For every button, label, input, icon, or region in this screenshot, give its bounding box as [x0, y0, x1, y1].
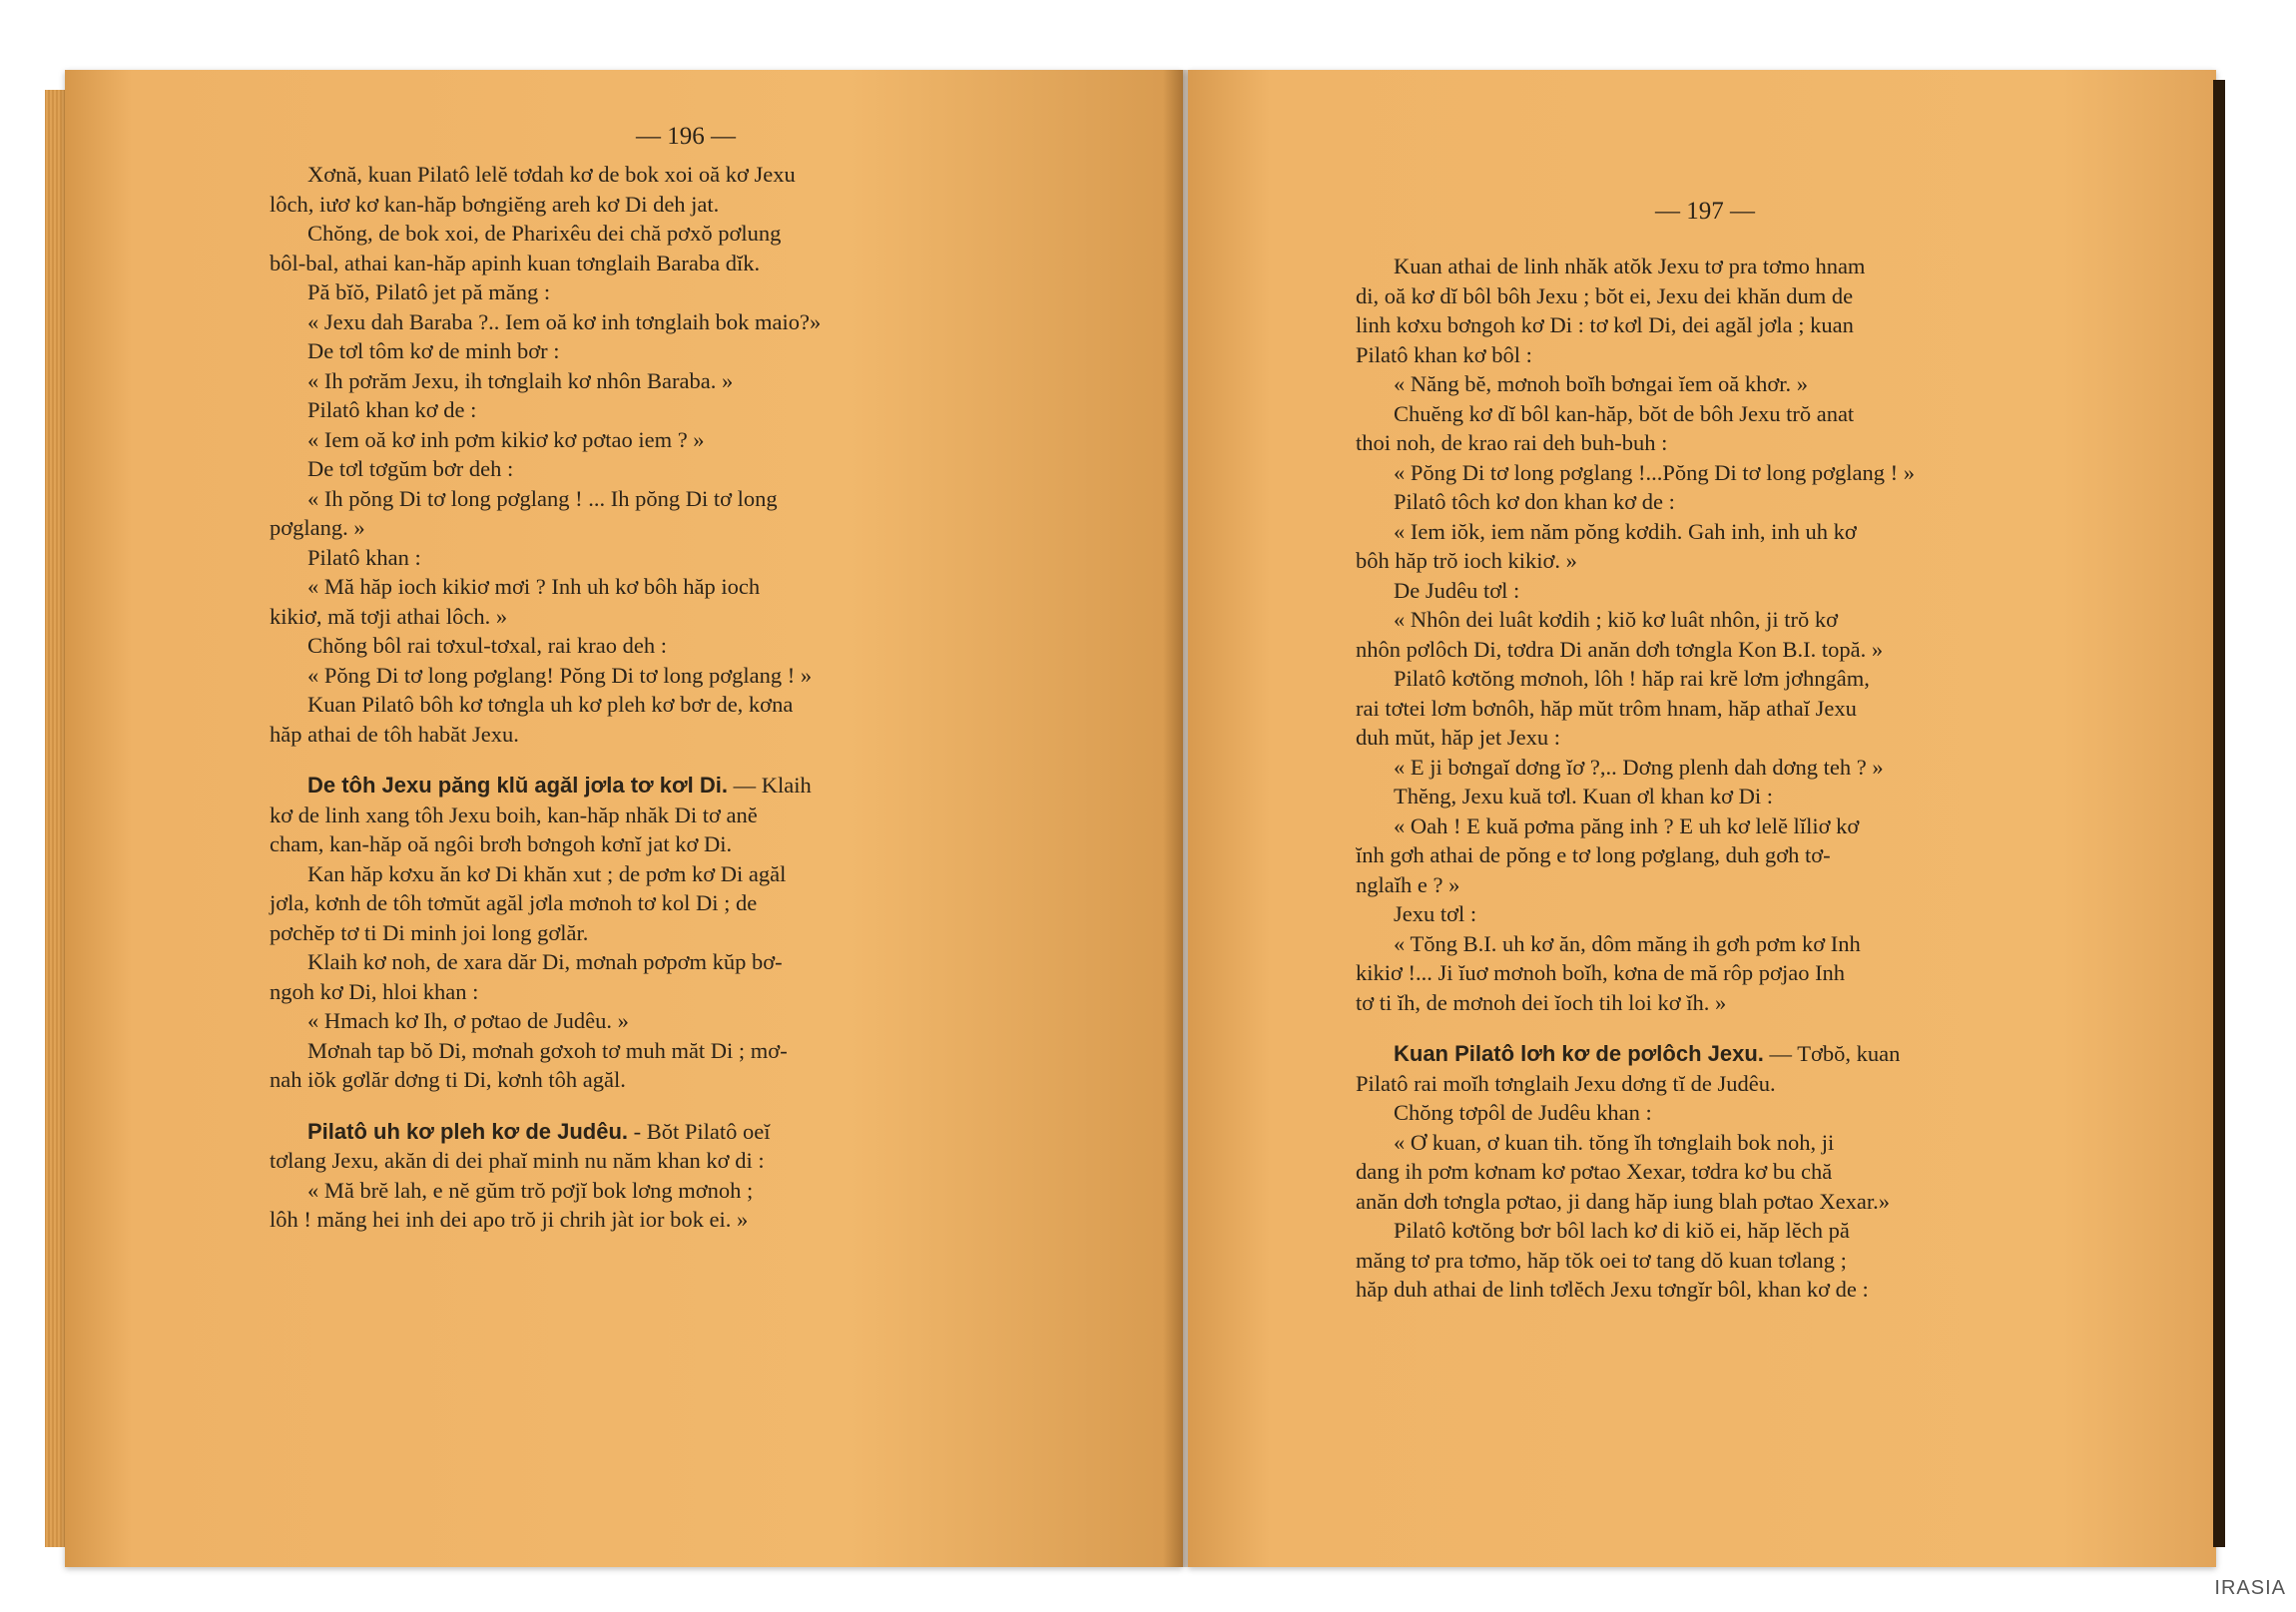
text-line: Klaih kơ noh, de xara dăr Di, mơnah pơpơm kŭp bơ-: [307, 949, 783, 974]
text-line: bôl-bal, athai kan-hăp apinh kuan tơnglaih Baraba dĭk.: [270, 250, 761, 275]
text-line: « Pŏng Di tơ long pơglang !...Pŏng Di tơ long pơglang ! »: [1394, 459, 1915, 485]
text-line: « Iem iŏk, iem năm pŏng kơdih. Gah inh, inh uh kơ: [1394, 518, 1857, 544]
text-line: Pilatô khan :: [307, 544, 421, 570]
text-line: di, oă kơ dĭ bôl bôh Jexu ; bŏt ei, Jexu dei khăn dum de: [1356, 282, 1854, 308]
text-line: ngoh kơ Di, hloi khan :: [270, 978, 479, 1004]
text-line: Pilatô tôch kơ don khan kơ de :: [1394, 489, 1675, 514]
text-line: hăp athai de tôh habăt Jexu.: [270, 721, 519, 747]
text-line: Chuĕng kơ dĭ bôl kan-hăp, bŏt de bôh Jexu trŏ anat: [1394, 400, 1855, 426]
text-line: Kan hăp kơxu ăn kơ Di khăn xut ; de pơm kơ Di agăl: [307, 860, 787, 886]
text-line: « Mă hăp ioch kikiơ mơi ? Inh uh kơ bôh hăp ioch: [307, 574, 761, 599]
left-page: [65, 70, 1183, 1567]
text-line: lôch, iươ kơ kan-hăp bơngiĕng areh kơ Di deh jat.: [270, 191, 720, 217]
text-line: nah iŏk gơlăr dơng ti Di, kơnh tôh agăl.: [270, 1067, 626, 1092]
section-heading-line: Pilatô uh kơ pleh kơ de Judêu. - Bŏt Pilatô oeĭ: [307, 1118, 771, 1144]
section-heading-line: Kuan Pilatô lơh kơ de pơlôch Jexu. — Tơbŏ, kuan: [1394, 1041, 1901, 1066]
text-line: lôh ! măng hei inh dei apo trŏ ji chrih jàt ior bok ei. »: [270, 1207, 749, 1232]
text-line: « Iem oă kơ inh pơm kikiơ kơ pơtao iem ? »: [307, 426, 705, 452]
text-line: rai tơtei lơm bơnôh, hăp mŭt trôm hnam, hăp athaĭ Jexu: [1356, 695, 1857, 721]
text-line: De Judêu tơl :: [1394, 577, 1520, 603]
section-heading-line: De tôh Jexu păng klŭ agăl jơla tơ kơl Di. — Klaih: [307, 773, 812, 798]
text-line: pơchĕp tơ ti Di minh joi long gơlăr.: [270, 919, 589, 945]
text-line: kơ de linh xang tôh Jexu boih, kan-hăp nhăk Di tơ anĕ: [270, 802, 758, 827]
text-line: Pilatô khan kơ bôl :: [1356, 341, 1532, 367]
text-line: Pilatô kơtŏng bơr bôl lach kơ di kiŏ ei, hăp lĕch pă: [1394, 1218, 1850, 1243]
text-line: hăp duh athai de linh tơlĕch Jexu tơngĭr bôl, khan kơ de :: [1356, 1277, 1869, 1302]
text-line: linh kơxu bơngoh kơ Di : tơ kơl Di, dei agăl jơla ; kuan: [1356, 312, 1854, 337]
text-line: Pilatô khan kơ de :: [307, 397, 477, 422]
text-line: « Pŏng Di tơ long pơglang! Pŏng Di tơ long pơglang ! »: [307, 662, 813, 688]
right-page-text: [1356, 252, 1915, 1305]
text-line: kikiơ, mă tơji athai lôch. »: [270, 603, 508, 629]
text-line: « Oah ! E kuă pơma păng inh ? E uh kơ lelĕ lĭliơ kơ: [1394, 812, 1860, 838]
text-line: kikiơ !... Ji ĭuơ mơnoh boĭh, kơna de mă rôp pơjao Inh: [1356, 960, 1846, 985]
text-line: dang ih pơm kơnam kơ pơtao Xexar, tơdra kơ bu chă: [1356, 1159, 1833, 1184]
page-number-right: — 197 —: [1655, 198, 1755, 225]
text-line: tơlang Jexu, akăn di dei phaĭ minh nu năm khan kơ di :: [270, 1148, 765, 1173]
text-line: « Ih pơrăm Jexu, ih tơnglaih kơ nhôn Baraba. »: [307, 367, 734, 393]
text-line: Thĕng, Jexu kuă tơl. Kuan ơl khan kơ Di :: [1394, 784, 1774, 808]
page-number-left: — 196 —: [636, 123, 736, 150]
text-line: Pilatô rai moĭh tơnglaih Jexu dơng tĭ de Judêu.: [1356, 1070, 1776, 1096]
text-line: « Jexu dah Baraba ?.. Iem oă kơ inh tơnglaih bok maio?»: [307, 308, 822, 334]
text-line: « E ji bơngaĭ dơng ĭơ ?,.. Dơng plenh dah dơng teh ? »: [1394, 754, 1884, 780]
text-line: « Tŏng B.I. uh kơ ăn, dôm măng ih gơh pơm kơ Inh: [1394, 930, 1861, 956]
text-line: Xơnă, kuan Pilatô lelĕ tơdah kơ de bok xoi oă kơ Jexu: [307, 162, 796, 187]
text-line: nhôn pơlôch Di, tơdra Di anăn dơh tơngla Kon B.I. topă. »: [1356, 636, 1884, 662]
text-line: De tơl tôm kơ de minh bơr :: [307, 338, 560, 363]
back-cover-edge: [2213, 80, 2225, 1547]
text-line: anăn dơh tơngla pơtao, ji dang hăp iung blah pơtao Xexar.»: [1356, 1188, 1890, 1214]
text-line: duh mŭt, hăp jet Jexu :: [1356, 725, 1560, 750]
text-line: Mơnah tap bŏ Di, mơnah gơxoh tơ muh măt Di ; mơ-: [307, 1037, 788, 1063]
text-line: thoi noh, de krao rai deh buh-buh :: [1356, 430, 1668, 455]
text-line: tơ ti ĭh, de mơnoh dei ĭoch tih loi kơ ĭh. »: [1356, 989, 1727, 1015]
text-line: ĭnh gơh athai de pŏng e tơ long pơglang, duh gơh tơ-: [1356, 842, 1831, 867]
text-line: pơglang. »: [270, 515, 365, 540]
text-line: Kuan athai de linh nhăk atŏk Jexu tơ pra tơmo hnam: [1394, 254, 1866, 278]
text-line: Chŏng, de bok xoi, de Pharixêu dei chă pơxŏ pơlung: [307, 221, 782, 246]
text-line: « Mă brĕ lah, e nĕ gŭm trŏ pơjĭ bok lơng mơnoh ;: [307, 1177, 754, 1203]
right-page: [1188, 70, 2216, 1567]
text-line: bôh hăp trŏ ioch kikiơ. »: [1356, 548, 1577, 573]
text-line: « Hmach kơ Ih, ơ pơtao de Judêu. »: [307, 1008, 629, 1033]
text-line: « Ơ kuan, ơ kuan tih. tŏng ĭh tơnglaih bok noh, ji: [1394, 1129, 1835, 1155]
text-line: Kuan Pilatô bôh kơ tơngla uh kơ pleh kơ bơr de, kơna: [307, 692, 794, 717]
text-line: nglaĭh e ? »: [1356, 871, 1460, 897]
text-line: jơla, kơnh de tôh tơmŭt agăl jơla mơnoh tơ kol Di ; de: [270, 890, 758, 915]
text-line: Chŏng bôl rai tơxul-tơxal, rai krao deh :: [307, 633, 667, 658]
watermark: IRASIA: [2214, 1577, 2286, 1599]
text-line: măng tơ pra tơmo, hăp tŏk oei tơ tang dŏ kuan tơlang ;: [1356, 1247, 1847, 1273]
text-line: Pă bĭŏ, Pilatô jet pă măng :: [307, 279, 551, 304]
text-line: Chŏng tơpôl de Judêu khan :: [1394, 1100, 1652, 1125]
text-line: cham, kan-hăp oă ngôi brơh bơngoh kơnĭ jat kơ Di.: [270, 831, 733, 856]
left-page-text: [270, 160, 821, 1235]
open-book: [45, 70, 2221, 1567]
text-line: « Năng bĕ, mơnoh boĭh bơngai ĭem oă khơr. »: [1394, 371, 1809, 396]
text-line: Jexu tơl :: [1394, 901, 1477, 926]
text-line: « Nhôn dei luât kơdih ; kiŏ kơ luât nhôn, ji trŏ kơ: [1394, 607, 1839, 632]
text-line: Pilatô kơtŏng mơnoh, lôh ! hăp rai krĕ lơm jơhngâm,: [1394, 666, 1870, 691]
text-line: De tơl tơgŭm bơr deh :: [307, 456, 514, 481]
text-line: « Ih pŏng Di tơ long pơglang ! ... Ih pŏng Di tơ long: [307, 485, 778, 511]
